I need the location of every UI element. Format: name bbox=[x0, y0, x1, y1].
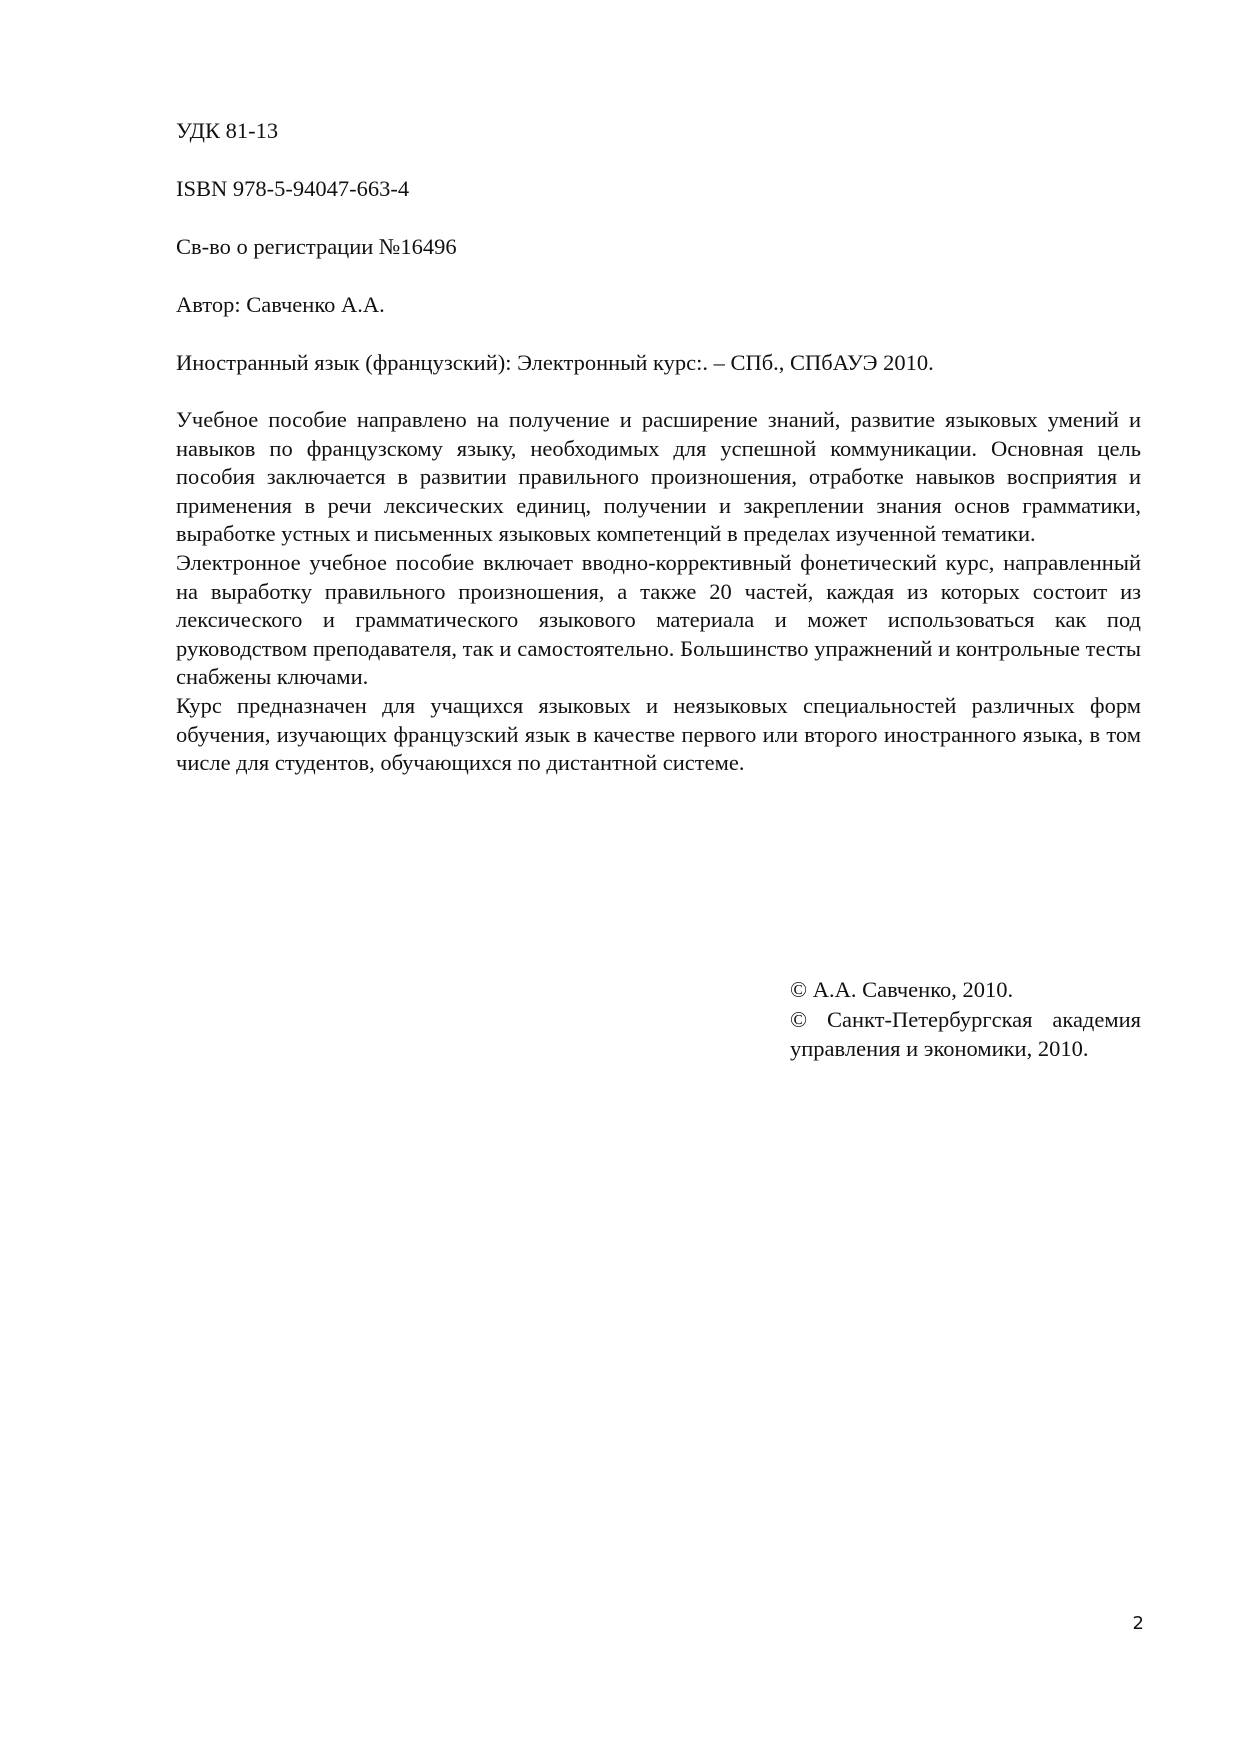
udk-code: УДК 81-13 bbox=[176, 118, 279, 143]
abstract-paragraph-2: Электронное учебное пособие включает вводно-коррективный фонетический курс, направленный на выработку правильного произношения, а также 20 частей, каждая из которых состоит из лексического и грамматического языкового материала и может использоваться как под руководством преподавателя, так и самостоятельно. Большинство упражнений и контрольные тесты снабжены ключами. bbox=[176, 549, 1141, 690]
abstract-paragraph-1: Учебное пособие направлено на получение и расширение знаний, развитие языковых умений и навыков по французскому языку, необходимых для успешной коммуникации. Основная цель пособия заключается в развитии правильного произношения, отработке навыков восприятия и применения в речи лексических единиц, получении и закреплении знания основ грамматики, выработке устных и письменных языковых компетенций в пределах изученной тематики. bbox=[176, 407, 1141, 547]
copyright-academy: © Санкт-Петербургская академия управления и экономики, 2010. bbox=[790, 1006, 1141, 1061]
author-line: Автор: Савченко А.А. bbox=[176, 292, 385, 317]
isbn: ISBN 978-5-94047-663-4 bbox=[176, 176, 410, 201]
copyright-block bbox=[790, 975, 1141, 1064]
copyright-author: © А.А. Савченко, 2010. bbox=[790, 977, 1014, 1002]
citation-line: Иностранный язык (французский): Электронный курс:. – СПб., СПбАУЭ 2010. bbox=[176, 350, 934, 375]
abstract-paragraph-3: Курс предназначен для учащихся языковых и неязыковых специальностей различных форм обучения, изучающих французский язык в качестве первого или второго иностранного языка, в том числе для студентов, обучающихся по дистантной системе. bbox=[176, 692, 1141, 776]
page-number: 2 bbox=[1132, 1613, 1144, 1634]
abstract-text bbox=[176, 406, 1141, 778]
registration-number: Св-во о регистрации №16496 bbox=[176, 234, 457, 259]
